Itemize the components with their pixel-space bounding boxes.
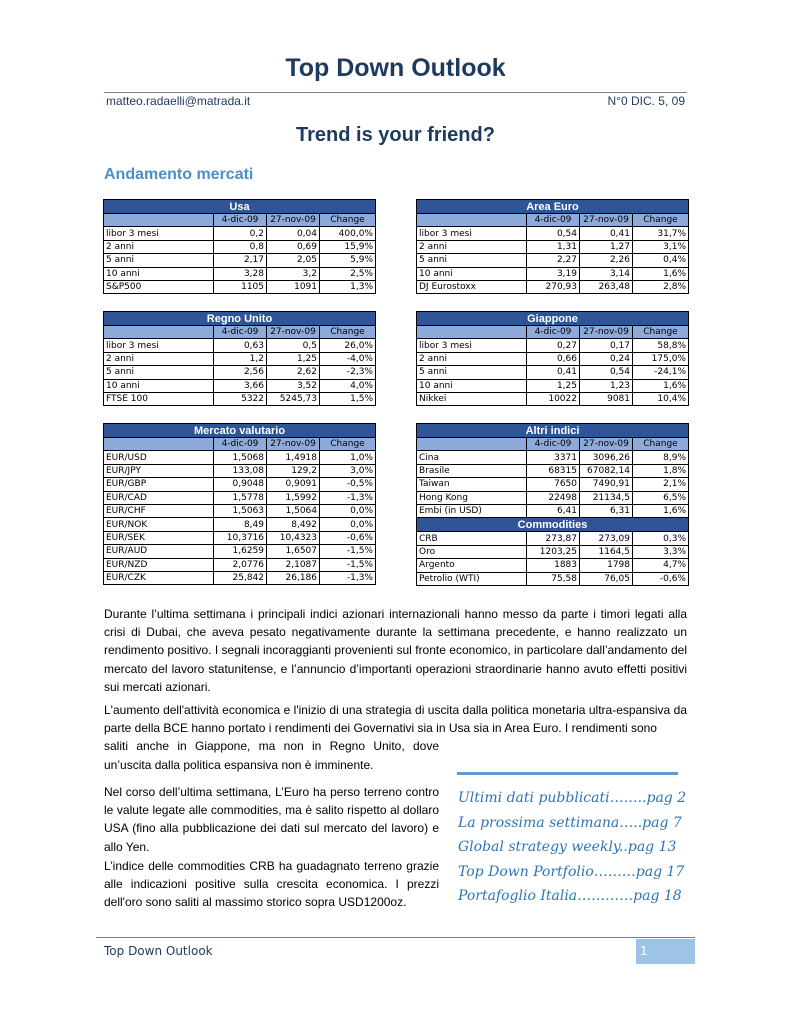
row-label: EUR/CZK: [104, 571, 214, 584]
table-title-row: [104, 424, 376, 438]
table-giappone: [416, 311, 689, 406]
cell-value: 3096,26: [580, 451, 633, 464]
cell-value: 1,6259: [214, 545, 267, 558]
row-label: Nikkei: [417, 392, 527, 405]
column-header: Change: [320, 214, 376, 227]
column-header: 27-nov-09: [267, 326, 320, 339]
cell-value: 31,7%: [633, 227, 689, 240]
table-row: [104, 280, 376, 293]
cell-value: 2,17: [214, 254, 267, 267]
cell-value: 6,41: [527, 504, 580, 517]
cell-value: 1,6507: [267, 545, 320, 558]
cell-value: 1,5992: [267, 491, 320, 504]
cell-value: 129,2: [267, 464, 320, 477]
column-header-row: [104, 214, 376, 227]
cell-value: 1105: [214, 280, 267, 293]
row-label: EUR/JPY: [104, 464, 214, 477]
cell-value: 1,6%: [633, 379, 689, 392]
table-row: [104, 366, 376, 379]
cell-value: 8,9%: [633, 451, 689, 464]
cell-value: 1,23: [580, 379, 633, 392]
table-row: [417, 559, 689, 572]
row-label: 10 anni: [104, 267, 214, 280]
row-label: EUR/CHF: [104, 504, 214, 517]
table-row: [417, 254, 689, 267]
cell-value: 8,49: [214, 518, 267, 531]
cell-value: 2,5%: [320, 267, 376, 280]
contents-item: Ultimi dati pubblicati……..pag 2: [458, 790, 687, 806]
cell-value: -2,3%: [320, 366, 376, 379]
cell-value: 1164,5: [580, 545, 633, 558]
cell-value: 1,5063: [214, 504, 267, 517]
cell-value: 0,24: [580, 352, 633, 365]
sidebox-accent-bar: [457, 772, 678, 775]
column-header: Change: [320, 326, 376, 339]
column-header: Change: [320, 438, 376, 451]
table-title-row: [417, 200, 689, 214]
cell-value: 1,2: [214, 352, 267, 365]
table-title: Area Euro: [417, 200, 689, 214]
cell-value: 0,63: [214, 339, 267, 352]
table-row: [104, 254, 376, 267]
cell-value: 76,05: [580, 572, 633, 585]
cell-value: 1,8%: [633, 464, 689, 477]
cell-value: 0,04: [267, 227, 320, 240]
cell-value: 10,4%: [633, 392, 689, 405]
cell-value: 175,0%: [633, 352, 689, 365]
cell-value: 3,52: [267, 379, 320, 392]
table-row: [104, 545, 376, 558]
row-label: EUR/CAD: [104, 491, 214, 504]
table-row: [417, 545, 689, 558]
cell-value: 2,05: [267, 254, 320, 267]
column-header: 4-dic-09: [214, 214, 267, 227]
table-row: [417, 280, 689, 293]
table-title-row: [417, 312, 689, 326]
cell-value: 9081: [580, 392, 633, 405]
table-row: [104, 339, 376, 352]
cell-value: 10,3716: [214, 531, 267, 544]
cell-value: -1,3%: [320, 491, 376, 504]
table-row: [104, 464, 376, 477]
cell-value: 0,9048: [214, 478, 267, 491]
document-title: Top Down Outlook: [285, 54, 506, 82]
cell-value: 270,93: [527, 280, 580, 293]
table-row: [417, 227, 689, 240]
table-row: [104, 379, 376, 392]
cell-value: -0,5%: [320, 478, 376, 491]
table-row: [104, 504, 376, 517]
cell-value: 1,27: [580, 240, 633, 253]
section-heading: Andamento mercati: [104, 166, 254, 183]
row-label: 2 anni: [104, 352, 214, 365]
table-title-row: [417, 518, 689, 532]
cell-value: 0,0%: [320, 504, 376, 517]
cell-value: 3,1%: [633, 240, 689, 253]
table-title-row: [104, 200, 376, 214]
column-header: Change: [633, 214, 689, 227]
table-row: [104, 227, 376, 240]
table-row: [417, 572, 689, 585]
table-row: [104, 531, 376, 544]
cell-value: 0,54: [580, 366, 633, 379]
column-header-row: [417, 438, 689, 451]
page-number: 1: [640, 944, 648, 958]
cell-value: 68315: [527, 464, 580, 477]
table-row: [417, 392, 689, 405]
author-email: matteo.radaelli@matrada.it: [106, 94, 251, 108]
column-header: 27-nov-09: [580, 326, 633, 339]
cell-value: 26,186: [267, 571, 320, 584]
table-row: [417, 464, 689, 477]
footer-divider: [96, 937, 695, 938]
column-header-blank: [104, 326, 214, 339]
table-title-row: [104, 312, 376, 326]
cell-value: 5,9%: [320, 254, 376, 267]
cell-value: 2,27: [527, 254, 580, 267]
cell-value: 0,17: [580, 339, 633, 352]
cell-value: 0,0%: [320, 518, 376, 531]
cell-value: 7650: [527, 478, 580, 491]
cell-value: 3,2: [267, 267, 320, 280]
column-header-row: [104, 326, 376, 339]
row-label: Hong Kong: [417, 491, 527, 504]
cell-value: 1,4918: [267, 451, 320, 464]
cell-value: 1,5%: [320, 392, 376, 405]
table-row: [417, 339, 689, 352]
cell-value: 2,0776: [214, 558, 267, 571]
row-label: 5 anni: [417, 254, 527, 267]
cell-value: 1,25: [527, 379, 580, 392]
row-label: DJ Eurostoxx: [417, 280, 527, 293]
column-header: 4-dic-09: [527, 214, 580, 227]
row-label: FTSE 100: [104, 392, 214, 405]
cell-value: 2,1%: [633, 478, 689, 491]
row-label: Argento: [417, 559, 527, 572]
cell-value: 3,19: [527, 267, 580, 280]
cell-value: 3,3%: [633, 545, 689, 558]
row-label: S&P500: [104, 280, 214, 293]
row-label: 5 anni: [104, 366, 214, 379]
cell-value: 1091: [267, 280, 320, 293]
contents-item: Portafoglio Italia…………pag 18: [458, 888, 682, 904]
cell-value: 3371: [527, 451, 580, 464]
table-title: Usa: [104, 200, 376, 214]
row-label: EUR/AUD: [104, 545, 214, 558]
paragraph-bond-yields: [104, 701, 687, 774]
cell-value: 6,5%: [633, 491, 689, 504]
cell-value: 2,1087: [267, 558, 320, 571]
cell-value: 5245,73: [267, 392, 320, 405]
cell-value: 8,492: [267, 518, 320, 531]
row-label: EUR/GBP: [104, 478, 214, 491]
table-row: [104, 478, 376, 491]
column-header-row: [417, 214, 689, 227]
cell-value: -24,1%: [633, 366, 689, 379]
cell-value: 1,5778: [214, 491, 267, 504]
table-row: [417, 352, 689, 365]
cell-value: 25,842: [214, 571, 267, 584]
cell-value: 0,4%: [633, 254, 689, 267]
cell-value: 273,87: [527, 532, 580, 545]
contents-item: La prossima settimana…..pag 7: [458, 814, 682, 831]
column-header-blank: [417, 438, 527, 451]
cell-value: 0,41: [580, 227, 633, 240]
row-label: libor 3 mesi: [104, 227, 214, 240]
row-label: libor 3 mesi: [417, 227, 527, 240]
row-label: libor 3 mesi: [417, 339, 527, 352]
cell-value: 15,9%: [320, 240, 376, 253]
table-area-euro: [416, 199, 689, 294]
cell-value: 67082,14: [580, 464, 633, 477]
table-row: [104, 571, 376, 584]
row-label: libor 3 mesi: [104, 339, 214, 352]
row-label: Taiwan: [417, 478, 527, 491]
row-label: Oro: [417, 545, 527, 558]
cell-value: 0,8: [214, 240, 267, 253]
cell-value: 1,5068: [214, 451, 267, 464]
row-label: 2 anni: [417, 240, 527, 253]
cell-value: 1203,25: [527, 545, 580, 558]
row-label: EUR/NOK: [104, 518, 214, 531]
cell-value: 2,56: [214, 366, 267, 379]
cell-value: 2,8%: [633, 280, 689, 293]
paragraph-bond-yields-part2: saliti anche in Giappone, ma non in Regno Unito, dove un’uscita dalla politica espansiva non è imminente.: [104, 739, 439, 772]
row-label: CRB: [417, 532, 527, 545]
cell-value: 0,41: [527, 366, 580, 379]
cell-value: 10,4323: [267, 531, 320, 544]
table-row: [104, 240, 376, 253]
cell-value: 21134,5: [580, 491, 633, 504]
table-title-row: [417, 424, 689, 438]
cell-value: 263,48: [580, 280, 633, 293]
cell-value: 0,9091: [267, 478, 320, 491]
cell-value: -1,3%: [320, 571, 376, 584]
cell-value: 1,3%: [320, 280, 376, 293]
cell-value: 10022: [527, 392, 580, 405]
column-header-row: [104, 438, 376, 451]
cell-value: 3,28: [214, 267, 267, 280]
table-row: [417, 366, 689, 379]
table-row: [417, 491, 689, 504]
row-label: 5 anni: [417, 366, 527, 379]
cell-value: 4,0%: [320, 379, 376, 392]
cell-value: -1,5%: [320, 545, 376, 558]
column-header: 4-dic-09: [214, 326, 267, 339]
row-label: 2 anni: [417, 352, 527, 365]
contents-item: Top Down Portfolio………pag 17: [458, 863, 685, 880]
column-header-blank: [417, 214, 527, 227]
table-row: [417, 504, 689, 517]
row-label: EUR/SEK: [104, 531, 214, 544]
cell-value: 0,69: [267, 240, 320, 253]
column-header: 27-nov-09: [267, 214, 320, 227]
row-label: 5 anni: [104, 254, 214, 267]
table-title: Giappone: [417, 312, 689, 326]
cell-value: 0,54: [527, 227, 580, 240]
table-row: [104, 352, 376, 365]
column-header: 4-dic-09: [527, 438, 580, 451]
cell-value: 22498: [527, 491, 580, 504]
table-row: [417, 379, 689, 392]
row-label: Brasile: [417, 464, 527, 477]
column-header: 4-dic-09: [527, 326, 580, 339]
column-header: Change: [633, 438, 689, 451]
row-label: EUR/NZD: [104, 558, 214, 571]
cell-value: 0,27: [527, 339, 580, 352]
cell-value: -4,0%: [320, 352, 376, 365]
table-title: Commodities: [417, 518, 689, 532]
contents-item: Global strategy weekly..pag 13: [458, 839, 677, 855]
cell-value: 7490,91: [580, 478, 633, 491]
cell-value: 400,0%: [320, 227, 376, 240]
column-header: 4-dic-09: [214, 438, 267, 451]
column-header: 27-nov-09: [580, 214, 633, 227]
contents-sidebox: [458, 786, 688, 909]
table-row: [417, 451, 689, 464]
table-row: [104, 392, 376, 405]
cell-value: -0,6%: [633, 572, 689, 585]
table-altri-indici: [416, 423, 689, 586]
column-header-blank: [104, 214, 214, 227]
document-subtitle: Trend is your friend?: [296, 124, 495, 146]
cell-value: -1,5%: [320, 558, 376, 571]
column-header: 27-nov-09: [267, 438, 320, 451]
cell-value: 1,5064: [267, 504, 320, 517]
cell-value: 1,31: [527, 240, 580, 253]
cell-value: 1883: [527, 559, 580, 572]
cell-value: 3,0%: [320, 464, 376, 477]
row-label: Embi (in USD): [417, 504, 527, 517]
cell-value: 6,31: [580, 504, 633, 517]
cell-value: 75,58: [527, 572, 580, 585]
cell-value: 273,09: [580, 532, 633, 545]
row-label: 10 anni: [417, 267, 527, 280]
cell-value: 133,08: [214, 464, 267, 477]
cell-value: 3,66: [214, 379, 267, 392]
cell-value: 3,14: [580, 267, 633, 280]
cell-value: 2,26: [580, 254, 633, 267]
table-title: Altri indici: [417, 424, 689, 438]
cell-value: 5322: [214, 392, 267, 405]
cell-value: 1,0%: [320, 451, 376, 464]
header-divider: [104, 92, 687, 93]
row-label: Cina: [417, 451, 527, 464]
table-row: [417, 532, 689, 545]
issue-number: N°0 DIC. 5, 09: [607, 94, 685, 108]
cell-value: -0,6%: [320, 531, 376, 544]
row-label: EUR/USD: [104, 451, 214, 464]
table-title: Mercato valutario: [104, 424, 376, 438]
column-header-blank: [104, 438, 214, 451]
cell-value: 58,8%: [633, 339, 689, 352]
table-row: [104, 267, 376, 280]
column-header: Change: [633, 326, 689, 339]
cell-value: 1,6%: [633, 267, 689, 280]
paragraph-bond-yields-part1: L'aumento dell'attività economica e l'inizio di una strategia di uscita dalla politica monetaria ultra-espansiva da parte della BCE hanno portato i rendimenti dei Governativi sia in Usa sia in Area Euro. I rendimenti sono: [104, 703, 687, 736]
row-label: 10 anni: [417, 379, 527, 392]
column-header-blank: [417, 326, 527, 339]
table-row: [104, 491, 376, 504]
footer-title: Top Down Outlook: [104, 944, 213, 958]
row-label: 10 anni: [104, 379, 214, 392]
cell-value: 0,66: [527, 352, 580, 365]
table-mercato-valutario: [103, 423, 376, 585]
cell-value: 1,25: [267, 352, 320, 365]
cell-value: 0,5: [267, 339, 320, 352]
cell-value: 4,7%: [633, 559, 689, 572]
paragraph-market-summary: Durante l’ultima settimana i principali indici azionari internazionali hanno messo da parte i timori legati alla crisi di Dubai, che aveva pesato negativamente durante la settimana precedente, e hanno realizzato un rendimento positivo. I segnali incoraggianti provenienti sul fronte economico, in particolare dall’andamento del mercato del lavoro statunitense, e l’annuncio d’importanti operazioni straordinarie hanno avuto effetti positivi sui mercati azionari.: [104, 607, 687, 694]
cell-value: 1798: [580, 559, 633, 572]
column-header: 27-nov-09: [580, 438, 633, 451]
table-row: [417, 478, 689, 491]
table-regno-unito: [103, 311, 376, 406]
table-usa: [103, 199, 376, 294]
table-row: [104, 451, 376, 464]
cell-value: 2,62: [267, 366, 320, 379]
paragraph-currency: Nel corso dell’ultima settimana, L’Euro ha perso terreno contro le valute legate alle commodities, ma è salito rispetto al dollaro USA (fino alla pubblicazione dei dati sul mercato del lavoro) e allo Yen.: [104, 785, 439, 854]
cell-value: 0,3%: [633, 532, 689, 545]
row-label: Petrolio (WTI): [417, 572, 527, 585]
cell-value: 26,0%: [320, 339, 376, 352]
cell-value: 0,2: [214, 227, 267, 240]
cell-value: 1,6%: [633, 504, 689, 517]
table-row: [104, 558, 376, 571]
table-row: [417, 267, 689, 280]
row-label: 2 anni: [104, 240, 214, 253]
table-row: [104, 518, 376, 531]
column-header-row: [417, 326, 689, 339]
table-row: [417, 240, 689, 253]
paragraph-commodities: L’indice delle commodities CRB ha guadagnato terreno grazie alle indicazioni positive sulla crescita economica. I prezzi dell'oro sono saliti al massimo storico sopra USD1200oz.: [104, 859, 439, 910]
table-title: Regno Unito: [104, 312, 376, 326]
